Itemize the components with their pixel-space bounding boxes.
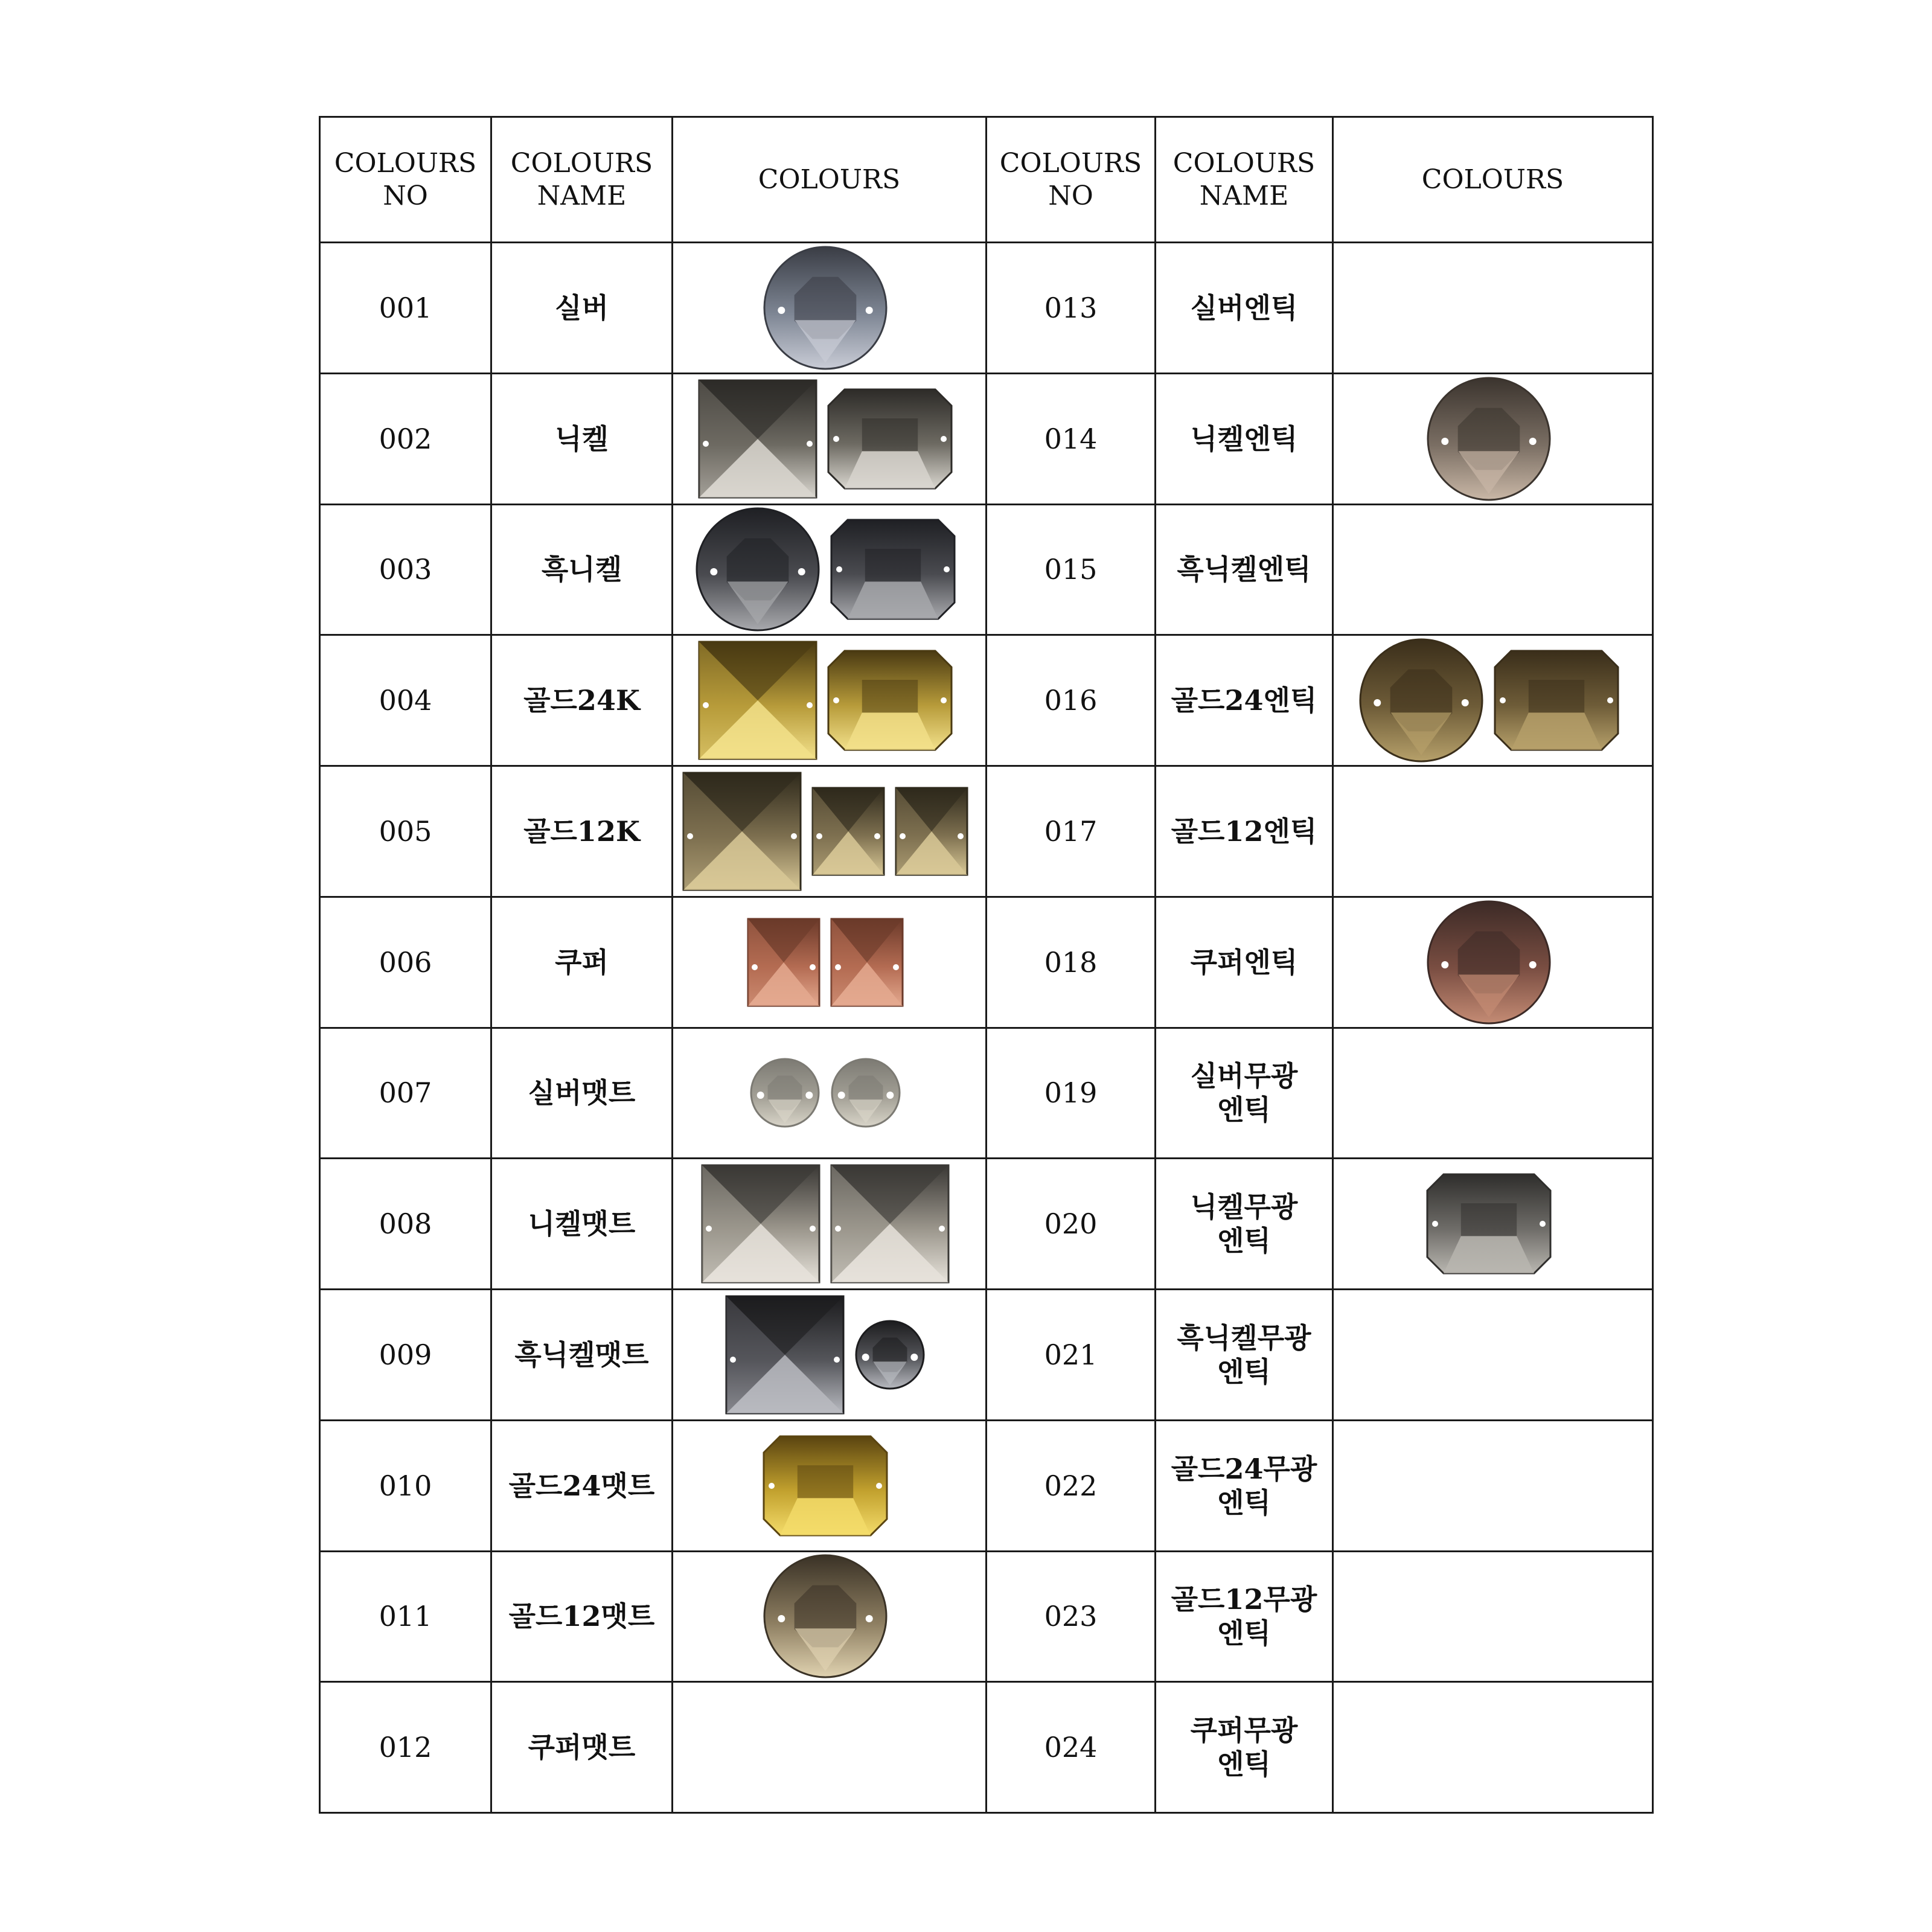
header-colours-no-right: COLOURS NO [987, 117, 1156, 243]
header-row [320, 117, 1653, 243]
colour-no-cell: 020 [987, 1159, 1156, 1290]
header-colours-right: COLOURS [1333, 117, 1653, 243]
colour-swatch-cell [1333, 373, 1653, 504]
colour-no-cell: 014 [987, 373, 1156, 504]
colour-name-cell: 쿠퍼무광 엔틱 [1156, 1682, 1333, 1813]
round-stone-swatch [762, 1553, 889, 1680]
colour-swatch-cell [673, 1682, 987, 1813]
colour-swatch-cell [673, 504, 987, 635]
table-row [320, 1420, 1653, 1551]
colour-swatch-cell [1333, 243, 1653, 374]
colour-name-cell: 골드12맷트 [491, 1551, 673, 1682]
colour-name-cell: 흑니켈 [491, 504, 673, 635]
octagon-stone-swatch [762, 1435, 889, 1537]
colour-name-cell: 흑닉켈엔틱 [1156, 504, 1333, 635]
table-row [320, 373, 1653, 504]
colour-swatch-cell [673, 1028, 987, 1159]
small-rect-stone-swatch [746, 917, 821, 1008]
colour-swatch-cell [1333, 1682, 1653, 1813]
colour-no-cell: 015 [987, 504, 1156, 635]
table-row [320, 897, 1653, 1028]
colour-no-cell: 001 [320, 243, 491, 374]
colour-swatch-cell [673, 1159, 987, 1290]
round-stone-swatch [762, 245, 889, 371]
octagon-stone-swatch [1425, 1172, 1552, 1275]
colour-swatch-cell [1333, 897, 1653, 1028]
colour-chart-table [319, 116, 1654, 1814]
colour-name-cell: 닉켈엔틱 [1156, 373, 1333, 504]
colour-no-cell: 007 [320, 1028, 491, 1159]
colour-name-cell: 니켈맷트 [491, 1159, 673, 1290]
table-row [320, 1028, 1653, 1159]
octagon-stone-swatch [1493, 649, 1620, 752]
colour-name-cell: 골드12K [491, 766, 673, 897]
small-round-stone-swatch [749, 1057, 821, 1129]
colour-swatch-cell [673, 897, 987, 1028]
colour-no-cell: 009 [320, 1290, 491, 1421]
colour-swatch-cell [1333, 1551, 1653, 1682]
table-row [320, 1290, 1653, 1421]
table-row [320, 1159, 1653, 1290]
colour-swatch-cell [673, 373, 987, 504]
header-colours-name-right: COLOURS NAME [1156, 117, 1333, 243]
colour-no-cell: 021 [987, 1290, 1156, 1421]
square-stone-swatch [830, 1163, 950, 1284]
table-row [320, 766, 1653, 897]
colour-name-cell: 실버맷트 [491, 1028, 673, 1159]
round-stone-swatch [1425, 376, 1552, 502]
square-stone-swatch [700, 1163, 821, 1284]
colour-swatch-cell [673, 1290, 987, 1421]
colour-no-cell: 002 [320, 373, 491, 504]
small-round-stone-swatch [854, 1319, 926, 1391]
colour-name-cell: 흑닉켈무광 엔틱 [1156, 1290, 1333, 1421]
colour-no-cell: 003 [320, 504, 491, 635]
colour-no-cell: 017 [987, 766, 1156, 897]
colour-name-cell: 실버 [491, 243, 673, 374]
colour-swatch-cell [673, 243, 987, 374]
colour-no-cell: 013 [987, 243, 1156, 374]
colour-swatch-cell [673, 635, 987, 766]
small-round-stone-swatch [830, 1057, 902, 1129]
square-stone-swatch [697, 379, 818, 499]
small-rect-stone-swatch [830, 917, 904, 1008]
colour-swatch-cell [1333, 1159, 1653, 1290]
colour-no-cell: 016 [987, 635, 1156, 766]
round-stone-swatch [694, 506, 821, 633]
table-row [320, 635, 1653, 766]
square-stone-swatch [682, 771, 802, 892]
colour-no-cell: 010 [320, 1420, 491, 1551]
colour-name-cell: 흑닉켈맷트 [491, 1290, 673, 1421]
colour-swatch-cell [1333, 766, 1653, 897]
small-rect-stone-swatch [811, 786, 886, 877]
table-row [320, 243, 1653, 374]
table-row [320, 1551, 1653, 1682]
colour-no-cell: 005 [320, 766, 491, 897]
colour-no-cell: 004 [320, 635, 491, 766]
colour-name-cell: 골드24맷트 [491, 1420, 673, 1551]
colour-no-cell: 008 [320, 1159, 491, 1290]
octagon-stone-swatch [830, 518, 956, 621]
colour-name-cell: 실버무광 엔틱 [1156, 1028, 1333, 1159]
colour-no-cell: 011 [320, 1551, 491, 1682]
round-stone-swatch [1425, 899, 1552, 1026]
header-colours: COLOURS [673, 117, 987, 243]
square-stone-swatch [724, 1294, 845, 1415]
colour-swatch-cell [1333, 1290, 1653, 1421]
colour-no-cell: 023 [987, 1551, 1156, 1682]
colour-swatch-cell [1333, 504, 1653, 635]
colour-name-cell: 실버엔틱 [1156, 243, 1333, 374]
header-colours-no: COLOURS NO [320, 117, 491, 243]
colour-name-cell: 쿠퍼엔틱 [1156, 897, 1333, 1028]
colour-swatch-cell [1333, 1420, 1653, 1551]
octagon-stone-swatch [827, 388, 953, 490]
colour-name-cell: 쿠퍼 [491, 897, 673, 1028]
table-row [320, 1682, 1653, 1813]
small-rect-stone-swatch [894, 786, 969, 877]
colour-no-cell: 012 [320, 1682, 491, 1813]
colour-swatch-cell [1333, 635, 1653, 766]
colour-name-cell: 닉켈무광 엔틱 [1156, 1159, 1333, 1290]
colour-no-cell: 022 [987, 1420, 1156, 1551]
colour-swatch-cell [1333, 1028, 1653, 1159]
colour-swatch-cell [673, 766, 987, 897]
colour-swatch-cell [673, 1420, 987, 1551]
header-colours-name: COLOURS NAME [491, 117, 673, 243]
colour-swatch-cell [673, 1551, 987, 1682]
square-stone-swatch [697, 640, 818, 761]
colour-name-cell: 골드24엔틱 [1156, 635, 1333, 766]
colour-name-cell: 골드12무광 엔틱 [1156, 1551, 1333, 1682]
colour-name-cell: 골드24K [491, 635, 673, 766]
colour-no-cell: 006 [320, 897, 491, 1028]
round-stone-swatch [1358, 637, 1485, 764]
colour-no-cell: 019 [987, 1028, 1156, 1159]
octagon-stone-swatch [827, 649, 953, 752]
colour-name-cell: 쿠퍼맷트 [491, 1682, 673, 1813]
colour-no-cell: 024 [987, 1682, 1156, 1813]
colour-name-cell: 골드12엔틱 [1156, 766, 1333, 897]
colour-name-cell: 닉켈 [491, 373, 673, 504]
colour-no-cell: 018 [987, 897, 1156, 1028]
colour-name-cell: 골드24무광 엔틱 [1156, 1420, 1333, 1551]
table-row [320, 504, 1653, 635]
